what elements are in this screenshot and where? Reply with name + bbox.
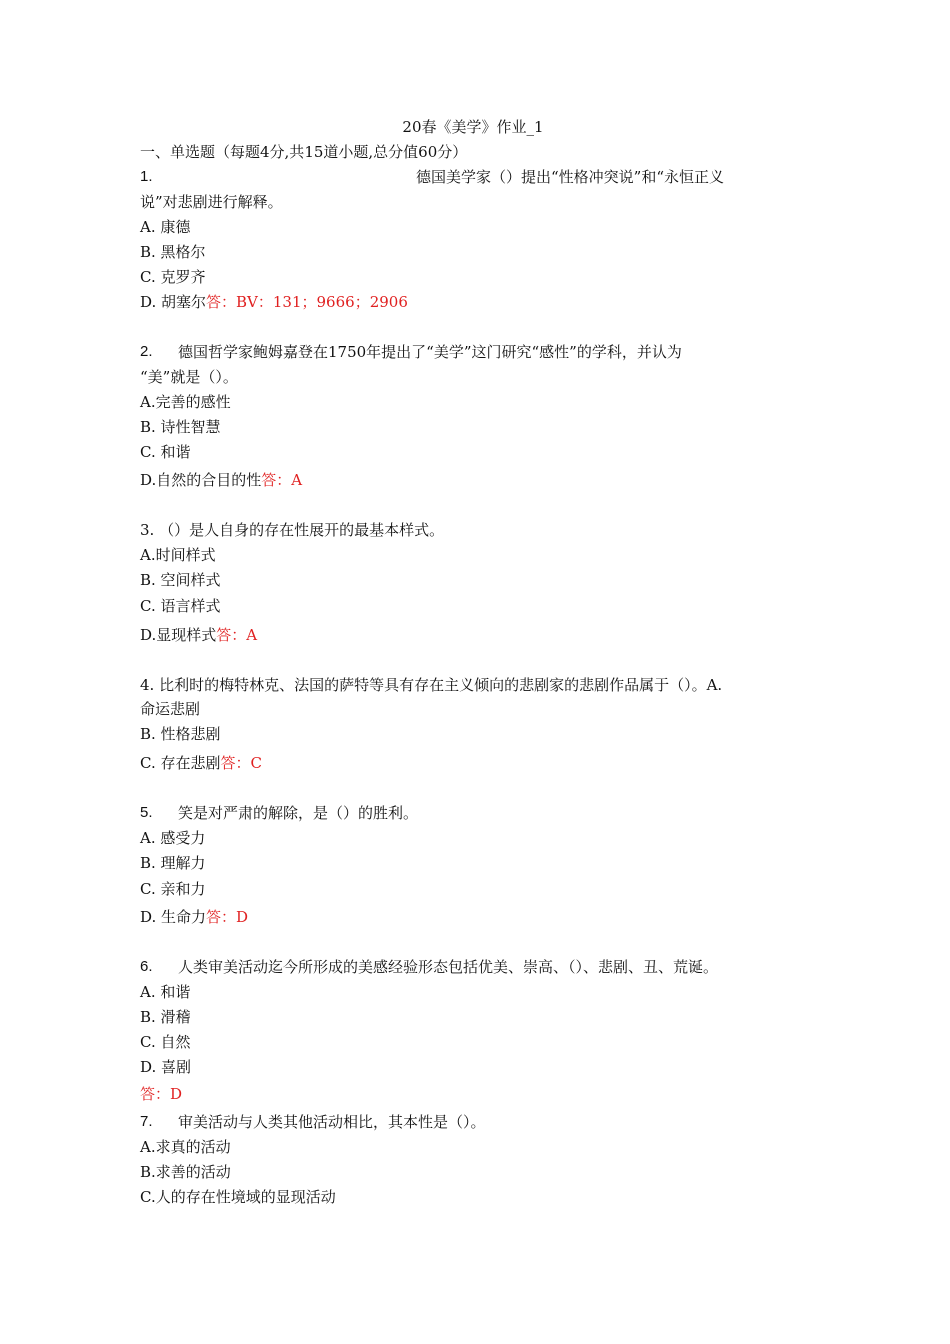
q5-option-c: C. 亲和力 bbox=[140, 880, 206, 898]
q6-option-a: A. 和谐 bbox=[140, 983, 191, 1001]
q2-number: 2. bbox=[140, 343, 153, 360]
q1-stem-cont: 说”对悲剧进行解释。 bbox=[140, 193, 283, 211]
q7-option-a: A.求真的活动 bbox=[140, 1138, 231, 1156]
doc-title: 20春《美学》作业_1 bbox=[402, 118, 544, 136]
q2-option-b: B. 诗性智慧 bbox=[140, 418, 221, 436]
q5-stem: 笑是对严肃的解除，是（）的胜利。 bbox=[178, 804, 419, 822]
q2-stem-cont: “美”就是（）。 bbox=[140, 368, 238, 386]
q6-option-b: B. 滑稽 bbox=[140, 1008, 191, 1026]
q7-option-c: C.人的存在性境域的显现活动 bbox=[140, 1188, 336, 1206]
q6-option-c: C. 自然 bbox=[140, 1033, 191, 1051]
q2-option-c: C. 和谐 bbox=[140, 443, 191, 461]
q3-option-a: A.时间样式 bbox=[140, 546, 216, 564]
section-heading: 一、单选题（每题4分,共15道小题,总分值60分） bbox=[140, 143, 468, 161]
q1-answer: 答：BV：131；9666；2906 bbox=[206, 293, 408, 311]
q4-answer: 答：C bbox=[220, 754, 262, 772]
q4-option-a: 命运悲剧 bbox=[140, 700, 201, 718]
q4-stem: 4. 比利时的梅特林克、法国的萨特等具有存在主义倾向的悲剧家的悲剧作品属于（）。A. bbox=[140, 676, 723, 694]
q1-stem: 德国美学家（）提出“性格冲突说”和“永恒正义 bbox=[416, 168, 725, 186]
q1-option-a: A. 康德 bbox=[140, 218, 191, 236]
q3-stem: 3. （）是人自身的存在性展开的最基本样式。 bbox=[140, 521, 445, 539]
q2-option-d-text: D.自然的合目的性 bbox=[140, 471, 262, 489]
q2-answer: 答：A bbox=[261, 471, 303, 489]
q1-option-b: B. 黑格尔 bbox=[140, 243, 206, 261]
q6-number: 6. bbox=[140, 958, 153, 975]
q2-option-d bbox=[140, 470, 302, 490]
q5-option-b: B. 理解力 bbox=[140, 854, 206, 872]
q4-option-c bbox=[140, 753, 262, 773]
q5-option-d bbox=[140, 907, 248, 927]
q3-option-c: C. 语言样式 bbox=[140, 597, 221, 615]
q3-option-b: B. 空间样式 bbox=[140, 571, 221, 589]
q3-answer: 答：A bbox=[216, 626, 258, 644]
q6-answer: 答：D bbox=[140, 1085, 183, 1103]
q6-stem: 人类审美活动迄今所形成的美感经验形态包括优美、崇高、（）、悲剧、丑、荒诞。 bbox=[178, 958, 719, 976]
q1-option-c: C. 克罗齐 bbox=[140, 268, 206, 286]
q3-option-d bbox=[140, 625, 257, 645]
q1-option-d bbox=[140, 292, 408, 312]
q5-answer: 答：D bbox=[206, 908, 249, 926]
q3-option-d-text: D.显现样式 bbox=[140, 626, 217, 644]
q1-number: 1. bbox=[140, 168, 153, 185]
q7-stem: 审美活动与人类其他活动相比，其本性是（）。 bbox=[178, 1113, 486, 1131]
q2-stem: 德国哲学家鲍姆嘉登在1750年提出了“美学”这门研究“感性”的学科，并认为 bbox=[178, 343, 682, 361]
q4-option-b: B. 性格悲剧 bbox=[140, 725, 221, 743]
q7-option-b: B.求善的活动 bbox=[140, 1163, 231, 1181]
q5-number: 5. bbox=[140, 804, 153, 821]
q1-option-d-text: D. 胡塞尔 bbox=[140, 293, 207, 311]
q6-option-d: D. 喜剧 bbox=[140, 1058, 192, 1076]
q5-option-a: A. 感受力 bbox=[140, 829, 206, 847]
q2-option-a: A.完善的感性 bbox=[140, 393, 231, 411]
q7-number: 7. bbox=[140, 1113, 153, 1130]
q4-option-c-text: C. 存在悲剧 bbox=[140, 754, 221, 772]
q5-option-d-text: D. 生命力 bbox=[140, 908, 207, 926]
